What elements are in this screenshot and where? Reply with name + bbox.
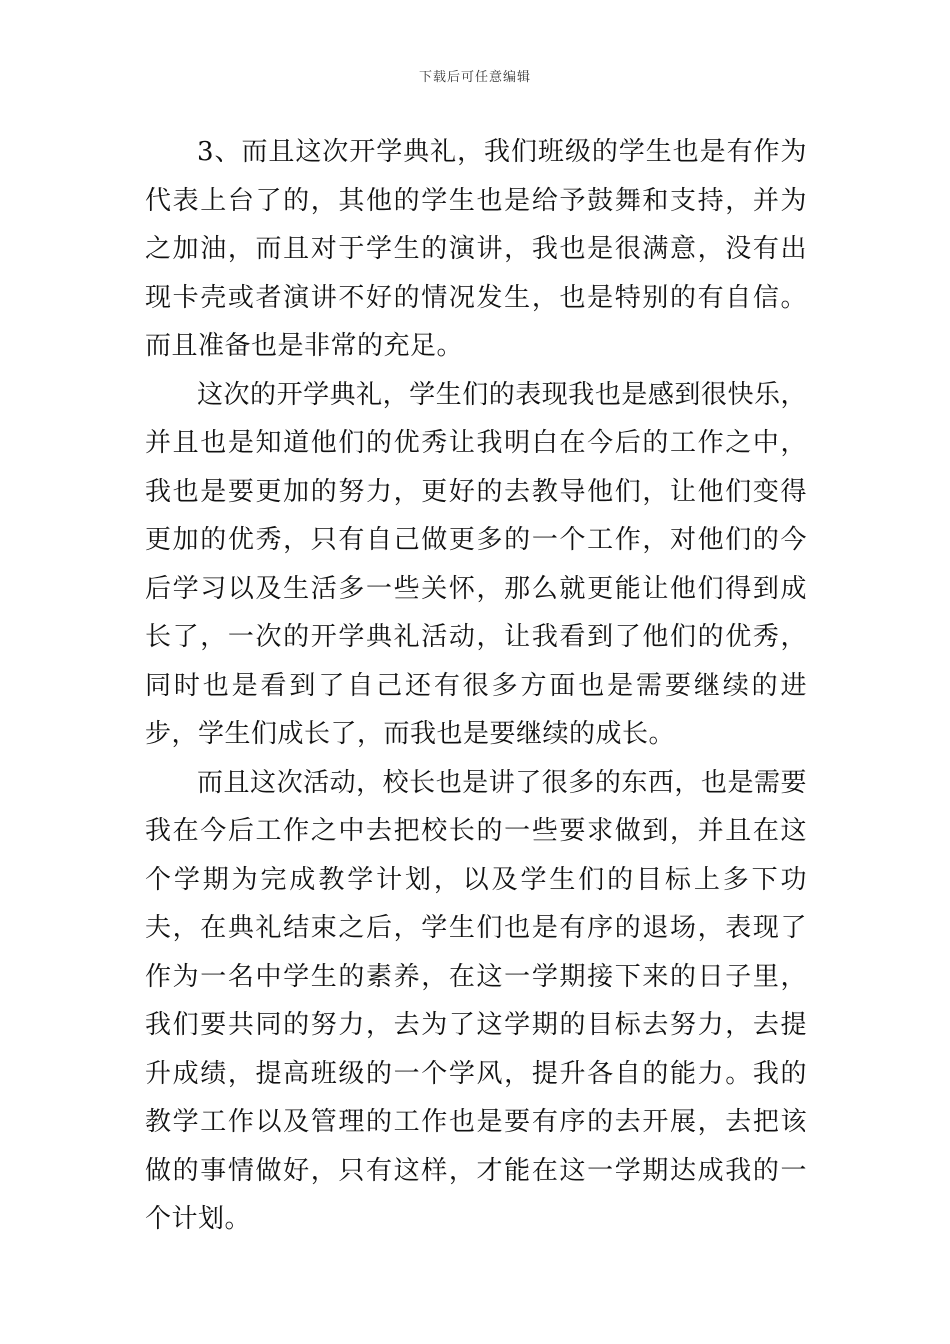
document-body: [145, 128, 807, 1244]
paragraph-1: 3、而且这次开学典礼，我们班级的学生也是有作为代表上台了的，其他的学生也是给予鼓舞和支持，并为之加油，而且对于学生的演讲，我也是很满意，没有出现卡壳或者演讲不好的情况发生，也是特别的有自信。而且准备也是非常的充足。: [145, 137, 807, 361]
paragraph-2: 这次的开学典礼，学生们的表现我也是感到很快乐，并且也是知道他们的优秀让我明白在今后的工作之中，我也是要更加的努力，更好的去教导他们，让他们变得更加的优秀，只有自己做更多的一个工作，对他们的今后学习以及生活多一些关怀，那么就更能让他们得到成长了，一次的开学典礼活动，让我看到了他们的优秀，同时也是看到了自己还有很多方面也是需要继续的进步，学生们成长了，而我也是要继续的成长。: [145, 379, 807, 749]
header-note: 下载后可任意编辑: [418, 70, 531, 85]
paragraph-3: 而且这次活动，校长也是讲了很多的东西，也是需要我在今后工作之中去把校长的一些要求做到，并且在这个学期为完成教学计划，以及学生们的目标上多下功夫，在典礼结束之后，学生们也是有序的退场，表现了作为一名中学生的素养，在这一学期接下来的日子里，我们要共同的努力，去为了这学期的目标去努力，去提升成绩，提高班级的一个学风，提升各自的能力。我的教学工作以及管理的工作也是要有序的去开展，去把该做的事情做好，只有这样，才能在这一学期达成我的一个计划。: [145, 767, 807, 1234]
